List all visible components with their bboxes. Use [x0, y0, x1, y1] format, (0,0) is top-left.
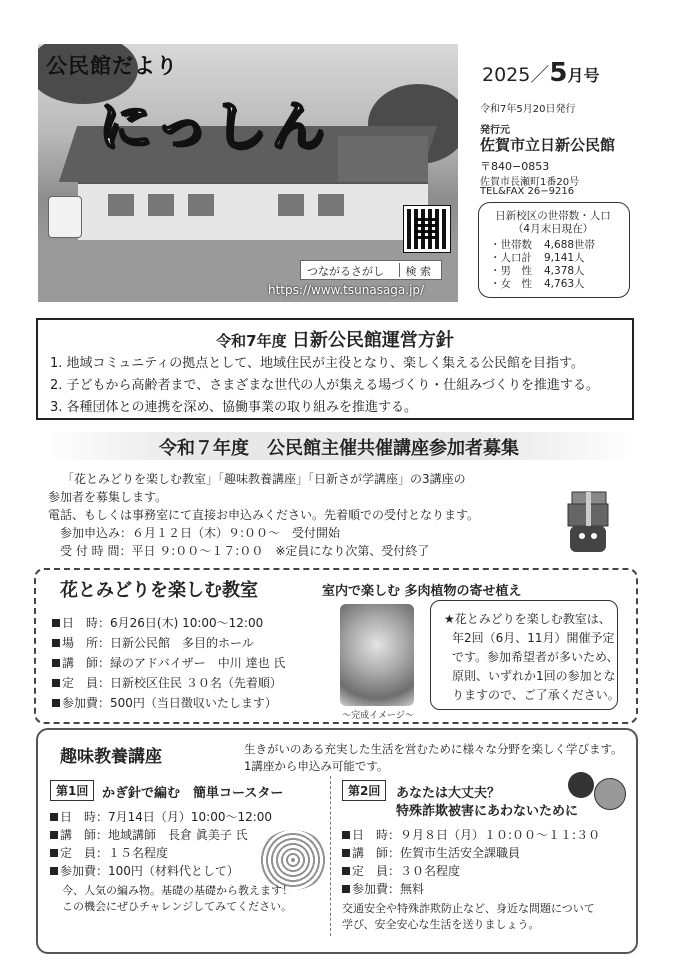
recruit-text: 電話、もしくは事務室にて直接お申込みください。先着順での受付となります。 — [48, 508, 480, 522]
flower-class-title: 花とみどりを楽しむ教室 — [60, 580, 258, 601]
scammer-illustration-icon — [568, 772, 594, 798]
gift-mascot-icon — [560, 488, 614, 558]
session-1-row: 講 師：地域講師 長倉 眞美子 氏 — [50, 826, 248, 843]
qr-code-icon[interactable] — [404, 206, 450, 252]
session-1-row: 定 員：１５名程度 — [50, 844, 168, 861]
flower-detail-row: 定 員：日新校区住民 ３０名（先着順） — [52, 674, 282, 691]
hobby-intro: 1講座から申込み可能です。 — [244, 759, 389, 773]
policy-title: 令和7年度 日新公民館運営方針 — [216, 330, 454, 351]
session-2-title: あなたは大丈夫？ — [396, 786, 501, 801]
issue-number: 2025／5月号 — [482, 58, 600, 88]
flower-note-line: 原則、いずれか1回の参加とな — [452, 669, 616, 683]
session-2-note: 学び、安全安心な生活を送りましょう。 — [342, 918, 540, 931]
session-1-tag: 第1回 — [50, 780, 94, 801]
newsletter-title: にっしん — [98, 95, 329, 158]
session-2-row: 定 員：３０名程度 — [342, 862, 460, 879]
publisher-label: 発行元 — [480, 125, 510, 136]
flower-detail-row: 場 所：日新公民館 多目的ホール — [52, 634, 254, 651]
flower-detail-row: 日 時：6月26日(木) 10:00～12:00 — [52, 614, 263, 631]
hobby-title: 趣味教養講座 — [60, 747, 162, 767]
policy-item: 3. 各種団体との連携を深め、協働事業の取り組みを推進する。 — [50, 400, 418, 415]
session-2-tag: 第2回 — [342, 780, 386, 801]
elderly-woman-illustration-icon — [594, 778, 626, 810]
search-text: つながるさがし — [307, 265, 384, 278]
postal-code: 〒840−0853 — [480, 160, 550, 173]
crochet-coaster-image — [258, 830, 328, 890]
search-button[interactable]: 検 索 — [399, 263, 438, 277]
flower-note-line: りますので、ご了承ください。 — [452, 688, 620, 702]
publisher-name: 佐賀市立日新公民館 — [480, 136, 616, 154]
session-2-note: 交通安全や特殊詐欺防止など、身近な問題について — [342, 902, 595, 915]
session-1-row: 日 時：7月14日（月）10:00～12:00 — [50, 808, 272, 825]
policy-item: 2. 子どもから高齢者まで、さまざまな世代の人が集える場づくり・仕組みづくりを推進する。 — [50, 378, 600, 393]
photo-caption: ～完成イメージ～ — [342, 711, 414, 721]
policy-item: 1. 地域コミュニティの拠点として、地域住民が主役となり、楽しく集える公民館を目指す。 — [50, 356, 584, 371]
session-2-row: 講 師：佐賀市生活安全課職員 — [342, 844, 520, 861]
flower-note-line: です。参加希望者が多いため、 — [452, 650, 619, 664]
population-title: 日新校区の世帯数・人口 — [495, 210, 611, 222]
session-2-subtitle: 特殊詐欺被害にあわないために — [396, 804, 579, 819]
session-1-note: この機会にぜひチャレンジしてみてください。 — [62, 900, 293, 913]
phone-fax: TEL&FAX 26−9216 — [480, 186, 575, 197]
population-row: ・男 性 4,378人 — [490, 265, 585, 277]
session-2-row: 参加費：無料 — [342, 880, 424, 897]
reception-hours: 受 付 時 間：平日 ９:００～１７:００ ※定員になり次第、受付終了 — [60, 544, 430, 558]
apply-period: 参加申込み：６月１２日（木）９:００～ 受付開始 — [60, 526, 341, 540]
flower-class-subtitle: 室内で楽しむ 多肉植物の寄せ植え — [322, 584, 522, 599]
session-1-row: 参加費：100円（材料代として） — [50, 862, 239, 879]
website-url[interactable]: https://www.tsunasaga.jp/ — [268, 283, 425, 297]
newsletter-label: 公民館だより — [46, 54, 178, 78]
session-1-title: かぎ針で編む 簡単コースター — [102, 786, 284, 801]
publish-date: 令和7年5月20日発行 — [480, 104, 576, 115]
session-2-row: 日 時：９月８日（月）１０:００～１１:３０ — [342, 826, 600, 843]
flower-note-line: ★花とみどりを楽しむ教室は、 — [444, 612, 611, 626]
recruit-title: 令和７年度 公民館主催共催講座参加者募集 — [159, 438, 519, 459]
session-divider — [330, 776, 332, 936]
flower-detail-row: 参加費：500円（当日徴収いたします） — [52, 694, 277, 711]
population-subtitle: （4月末日現在） — [512, 223, 594, 235]
population-row: ・人口計 9,141人 — [490, 252, 585, 264]
population-row: ・女 性 4,763人 — [490, 278, 585, 290]
flower-detail-row: 講 師：緑のアドバイザー 中川 達也 氏 — [52, 654, 285, 671]
session-1-note: 今、人気の編み物。基礎の基礎から教えます！ — [62, 884, 293, 897]
recruit-text: 参加者を募集します。 — [48, 490, 168, 504]
recruit-text: 「花とみどりを楽しむ教室」「趣味教養講座」「日新さが学講座」の3講座の — [62, 472, 466, 486]
search-box[interactable] — [300, 260, 442, 280]
succulent-photo — [340, 604, 414, 706]
flower-note-line: 年2回（6月、11月）開催予定 — [452, 631, 615, 645]
address: 佐賀市長瀬町1番20号 — [480, 177, 580, 188]
hobby-intro: 生きがいのある充実した生活を営むために様々な分野を楽しく学びます。 — [244, 742, 623, 756]
population-row: ・世帯数 4,688世帯 — [490, 239, 596, 251]
